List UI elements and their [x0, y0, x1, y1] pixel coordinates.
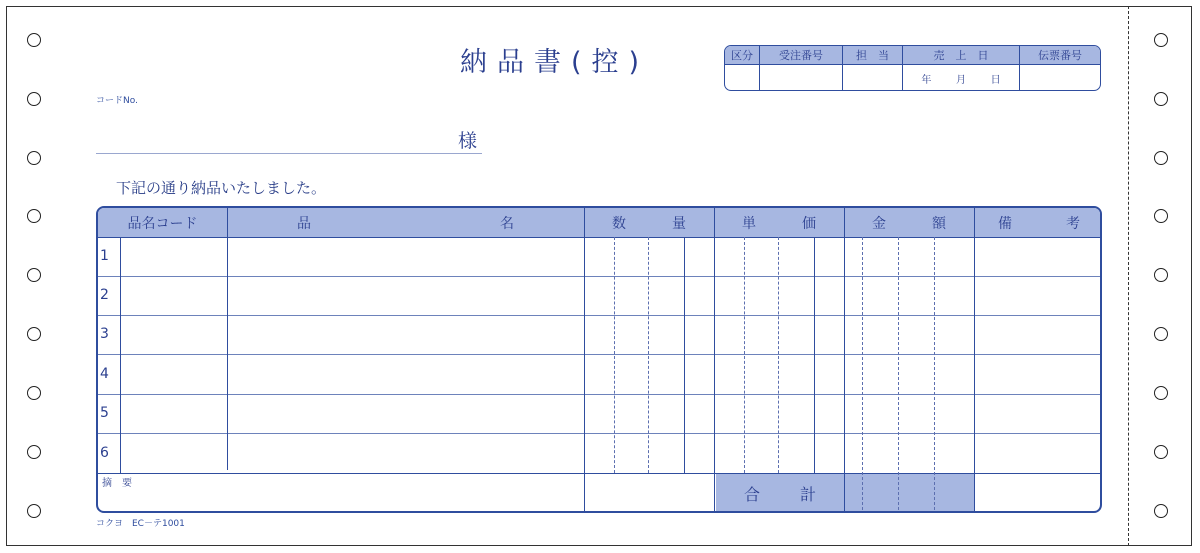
header-info-table [724, 45, 1101, 91]
header-col-order-number [760, 46, 843, 90]
header-quantity [584, 208, 714, 237]
column-divider [714, 208, 715, 511]
header-rule [98, 237, 1102, 238]
sales-date-field[interactable] [903, 65, 1019, 90]
sprocket-hole [1154, 445, 1168, 459]
sprocket-hole [1154, 327, 1168, 341]
date-unit-day: 日 [990, 75, 1001, 86]
row-rule [98, 315, 1102, 316]
header-col-sales-date [903, 46, 1020, 90]
row-rule [98, 276, 1102, 277]
total-value-fill [844, 474, 974, 513]
sprocket-hole [27, 92, 41, 106]
header-amount [844, 208, 974, 237]
header-price-right: 価 [802, 215, 816, 232]
row-number: 3 [100, 326, 109, 342]
header-label: 担 当 [843, 46, 902, 65]
sprocket-hole [27, 504, 41, 518]
amount-digit-guide [934, 237, 935, 513]
column-divider [844, 208, 845, 511]
qty-digit-guide [648, 237, 649, 473]
row-rule [98, 394, 1102, 395]
header-col-staff [843, 46, 903, 90]
qty-digit-guide [614, 237, 615, 473]
price-digit-guide [744, 237, 745, 473]
row-number: 4 [100, 366, 109, 382]
total-left-char: 合 [744, 485, 761, 504]
category-field[interactable] [725, 65, 759, 90]
row-number-divider [120, 237, 121, 473]
sprocket-hole [1154, 209, 1168, 223]
sprocket-hole [27, 209, 41, 223]
form-title: 納品書(控) [460, 47, 650, 78]
header-price-left: 単 [742, 215, 756, 232]
column-divider [974, 208, 975, 511]
total-label [716, 474, 844, 513]
header-qty-left: 数 [612, 215, 626, 232]
date-unit-month: 月 [955, 75, 966, 86]
summary-rule [98, 473, 1102, 474]
header-amount-left: 金 [872, 215, 886, 232]
sprocket-hole [1154, 92, 1168, 106]
header-label: 区分 [725, 46, 759, 65]
header-col-category [725, 46, 760, 90]
row-number: 5 [100, 405, 109, 421]
price-decimal-line [814, 237, 815, 473]
customer-honorific: 様 [458, 130, 478, 152]
product-code-footer: コクヨ EC－テ1001 [96, 519, 185, 529]
staff-field[interactable] [843, 65, 902, 90]
header-notes [974, 208, 1102, 237]
slip-number-field[interactable] [1020, 65, 1100, 90]
header-label: 売 上 日 [903, 46, 1019, 65]
sprocket-hole [1154, 151, 1168, 165]
header-unit-price [714, 208, 844, 237]
sprocket-hole [1154, 386, 1168, 400]
row-number: 2 [100, 287, 109, 303]
header-label: 受注番号 [760, 46, 842, 65]
row-rule [98, 354, 1102, 355]
header-name-left: 品 [297, 215, 311, 232]
customer-code-label: コードNo. [96, 96, 138, 106]
row-number: 6 [100, 445, 109, 461]
row-rule [98, 433, 1102, 434]
header-col-slip-number [1020, 46, 1100, 90]
customer-name-line[interactable] [96, 153, 482, 154]
sprocket-hole [27, 268, 41, 282]
header-label: 伝票番号 [1020, 46, 1100, 65]
amount-digit-guide [862, 237, 863, 513]
header-notes-right: 考 [1066, 215, 1080, 232]
sprocket-hole [27, 151, 41, 165]
perforation-line [1128, 6, 1129, 546]
qty-decimal-line [684, 237, 685, 473]
amount-digit-guide [898, 237, 899, 513]
sprocket-hole [1154, 504, 1168, 518]
header-name-right: 名 [500, 215, 514, 232]
intro-text: 下記の通り納品いたしました。 [116, 179, 327, 197]
column-divider [584, 208, 585, 511]
sprocket-hole [27, 445, 41, 459]
column-divider [227, 208, 228, 470]
sprocket-hole [27, 33, 41, 47]
sprocket-hole [27, 386, 41, 400]
header-item-code-label: 品名コード [127, 215, 198, 232]
header-qty-right: 量 [672, 215, 686, 232]
row-number: 1 [100, 248, 109, 264]
total-right-char: 計 [799, 485, 816, 504]
header-amount-right: 額 [932, 215, 946, 232]
header-item-code [98, 208, 227, 237]
sprocket-hole [1154, 268, 1168, 282]
date-unit-year: 年 [921, 75, 932, 86]
summary-label: 摘 要 [102, 478, 132, 489]
order-number-field[interactable] [760, 65, 842, 90]
sprocket-hole [27, 327, 41, 341]
items-table [96, 206, 1102, 513]
header-notes-left: 備 [998, 215, 1012, 232]
price-digit-guide [778, 237, 779, 473]
header-item-name [227, 208, 584, 237]
sprocket-hole [1154, 33, 1168, 47]
